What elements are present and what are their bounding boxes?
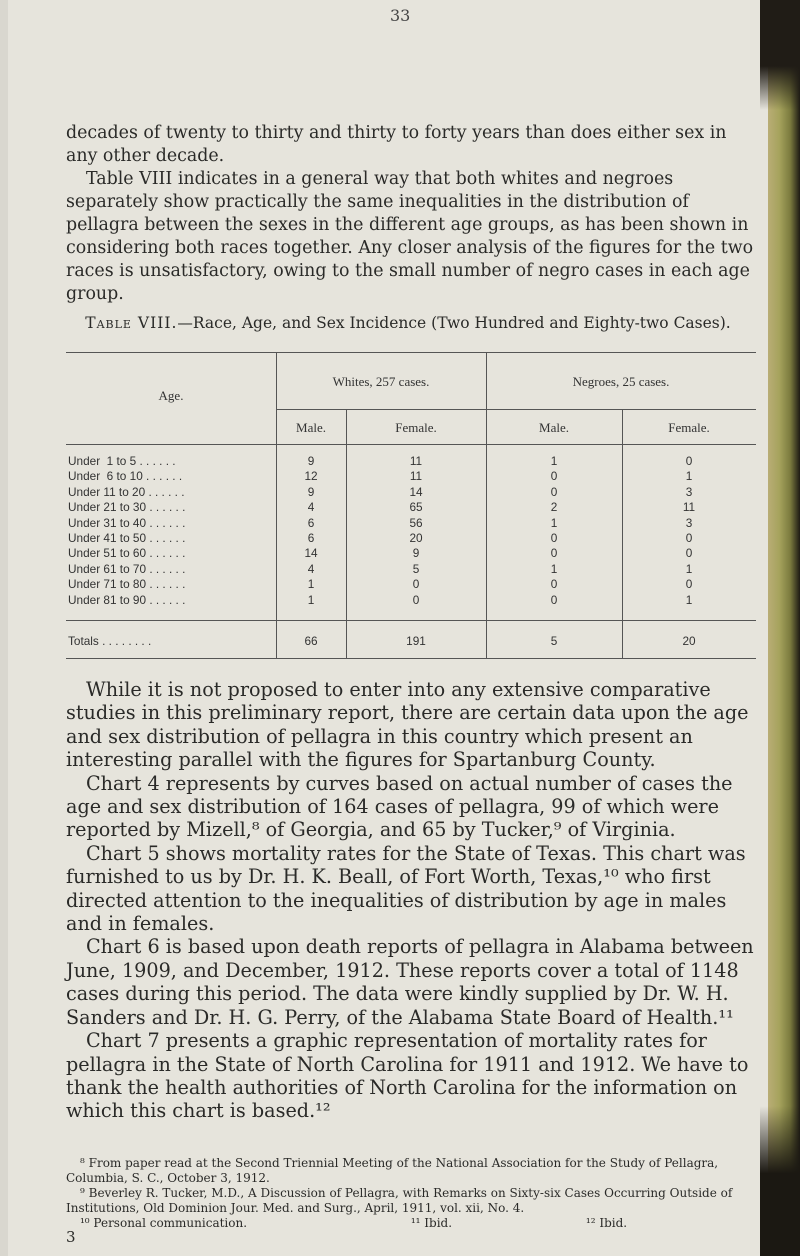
book-edge-bottom-shadow [760,1106,800,1256]
cell-whites-male: 12 [304,469,318,484]
cell-whites-male: 4 [307,561,315,576]
cell-negroes-male: 0 [550,469,558,484]
table-title: —Race, Age, and Sex Incidence (Two Hundred and Eighty-two Cases). [177,314,731,332]
cell-negroes-male: 1 [550,515,558,530]
cell-whites-female: 14 [409,484,423,499]
cell-negroes-male: 0 [550,577,558,592]
cell-negroes-female: 11 [682,500,696,515]
header-age: Age. [158,388,184,403]
cell-whites-male: 1 [307,592,315,607]
table-caption [68,312,748,334]
row-age-label: Under 81 to 90 . . . . . . [68,592,186,607]
cell-negroes-male: 0 [550,484,558,499]
cell-negroes-male: 0 [550,592,558,607]
row-age-label: Under 6 to 10 . . . . . . [68,469,183,484]
cell-whites-female: 56 [409,515,423,530]
paragraph-1b: Table VIII indicates in a general way that both whites and negroes separately show practically the same inequalities in the distribution of pellagra between the sexes in the different age groups, as has been shown in considering both races together. Any closer analysis of the figures for the two races is unsatisfactory, owing to the small number of negro cases in each age group. [66,169,754,304]
book-page [8,0,778,1256]
cell-negroes-female: 0 [685,454,693,468]
signature-mark: 3 [66,1228,76,1246]
footnote-12: ¹² Ibid. [585,1216,628,1230]
header-whites-male: Male. [296,420,326,435]
header-whites-female: Female. [395,420,437,435]
cell-whites-male: 1 [307,577,315,592]
header-negroes-female: Female. [668,420,710,435]
footnote-11: ¹¹ Ibid. [410,1216,453,1230]
cell-whites-male: 14 [304,546,318,561]
row-age-label: Under 51 to 60 . . . . . . [68,546,186,561]
table-rule-bottom [66,658,756,659]
table-viii [66,352,756,660]
total-whites-female: 191 [406,634,426,648]
cell-whites-female: 9 [412,546,420,561]
cell-whites-female: 20 [409,531,423,545]
cell-negroes-female: 3 [685,515,693,530]
cell-negroes-female: 1 [685,561,693,576]
paragraph-4: Chart 5 shows mortality rates for the State of Texas. This chart was furnished to us by Dr. H. K. Beall, of Fort Worth, Texas,¹⁰ who first directed attention to the inequalities of distribution by age in males and in females. [66,841,746,936]
paragraph-6: Chart 7 presents a graphic representation of mortality rates for pellagra in the State of North Carolina for 1911 and 1912. We have to thank the health authorities of North Carolina for the information on which this chart is based.¹² [66,1029,749,1123]
row-age-label: Under 21 to 30 . . . . . . [68,500,186,515]
cell-whites-female: 65 [409,500,423,515]
cell-negroes-male: 2 [550,500,558,515]
cell-negroes-female: 3 [685,484,693,499]
total-negroes-female: 20 [682,634,696,648]
row-age-label: Under 11 to 20 . . . . . . [68,484,185,499]
cell-whites-male: 6 [307,515,315,530]
cell-negroes-male: 0 [550,531,558,545]
cell-negroes-female: 0 [685,546,693,561]
table-col-rule-1 [276,352,277,658]
header-negroes: Negroes, 25 cases. [572,374,670,389]
header-whites: Whites, 257 cases. [332,374,430,389]
cell-whites-male: 9 [307,484,315,499]
cell-negroes-female: 0 [685,531,693,545]
table-label: Table VIII. [85,314,178,332]
total-whites-male: 66 [304,634,318,648]
paragraph-5: Chart 6 is based upon death reports of pellagra in Alabama between June, 1909, and December, 1912. These reports cover a total of 1148 cases during this period. The data were kindly supplied by Dr. W. H. Sanders and Dr. H. G. Perry, of the Alabama State Board of Health.¹¹ [66,935,754,1029]
footnote-8: ⁸ From paper read at the Second Triennial Meeting of the National Association for the Study of Pellagra, Columbia, S. C., October 3, 1912. [66,1156,719,1185]
cell-negroes-male: 1 [550,454,558,468]
table-col-rule-2 [346,409,347,658]
cell-whites-male: 9 [307,454,315,468]
book-edge [768,0,800,1256]
cell-negroes-male: 0 [550,546,558,561]
cell-whites-female: 0 [412,592,420,607]
page-number: 33 [390,6,411,25]
totals-label: Totals . . . . . . . . [68,634,152,648]
row-age-label: Under 71 to 80 . . . . . . [68,577,186,592]
table-rule-subheader [276,409,756,410]
footnote-9: ⁹ Beverley R. Tucker, M.D., A Discussion of Pellagra, with Remarks on Sixty-six Cases Occurring Outside of Institutions, Old Dominion Jour. Med. and Surg., April, 1911, vol. xii, No. 4. [66,1186,733,1215]
cell-whites-male: 6 [307,531,315,545]
footnote-10: ¹⁰ Personal communication. [80,1216,248,1230]
paragraph-1: decades of twenty to thirty and thirty to forty years than does either sex in any other decade. [66,123,727,166]
table-rule-header [66,444,756,445]
row-age-label: Under 1 to 5 . . . . . . [68,454,176,468]
cell-negroes-female: 1 [685,469,693,484]
footnotes [66,1156,766,1231]
body-text-top [66,122,756,306]
book-edge-top-shadow [760,0,800,110]
cell-negroes-female: 0 [685,577,693,592]
row-age-label: Under 31 to 40 . . . . . . [68,515,186,530]
cell-whites-female: 11 [409,469,423,484]
body-text-bottom [66,678,756,1123]
paragraph-2: While it is not proposed to enter into any extensive comparative studies in this preliminary report, there are certain data upon the age and sex distribution of pellagra in this country which present an interesting parallel with the figures for Spartanburg County. [66,678,749,772]
cell-negroes-female: 1 [685,592,693,607]
paragraph-3: Chart 4 represents by curves based on actual number of cases the age and sex distribution of 164 cases of pellagra, 99 of which were reported by Mizell,⁸ of Georgia, and 65 by Tucker,⁹ of Virginia. [66,771,733,842]
cell-whites-male: 4 [307,500,315,515]
header-negroes-male: Male. [539,420,569,435]
total-negroes-male: 5 [550,634,558,648]
cell-whites-female: 11 [409,454,423,468]
row-age-label: Under 41 to 50 . . . . . . [68,531,186,545]
table-rule-totals [66,620,756,621]
row-age-label: Under 61 to 70 . . . . . . [68,561,186,576]
cell-whites-female: 0 [412,577,420,592]
cell-whites-female: 5 [412,561,420,576]
table-col-rule-4 [622,409,623,658]
cell-negroes-male: 1 [550,561,558,576]
table-rule-top [66,352,756,353]
table-col-rule-3 [486,352,487,658]
